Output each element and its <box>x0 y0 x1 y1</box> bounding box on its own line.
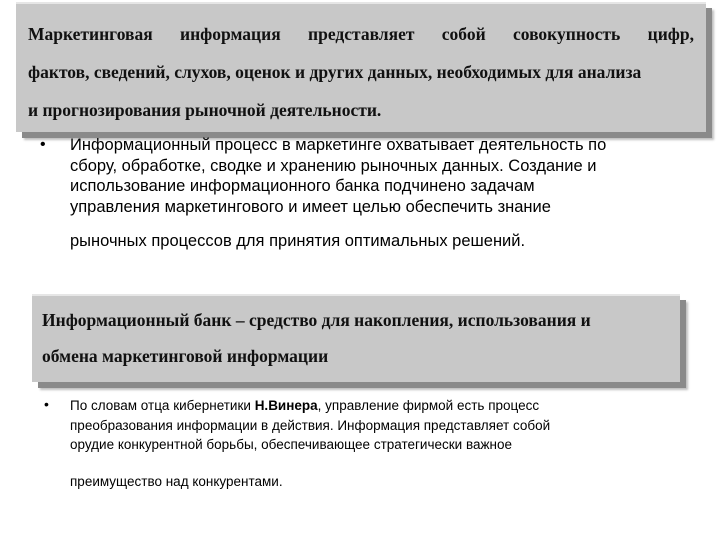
para1-line-3: использование информационного банка подчинено задачам <box>70 177 535 195</box>
para2-line-4: преимущество над конкурентами. <box>70 473 283 489</box>
para2-line-3: орудие конкурентной борьбы, обеспечивающее стратегически важное <box>70 437 512 452</box>
box1-line-2: фактов, сведений, слухов, оценок и других данных, необходимых для анализа <box>28 62 642 82</box>
box1-line-1 <box>28 24 694 45</box>
bullet-2: • <box>44 396 49 412</box>
para2-line-1-post: , управление фирмой есть процесс <box>317 398 540 413</box>
para1-line-5: рыночных процессов для принятия оптимальных решений. <box>70 232 526 250</box>
para1-line-4: управления маркетингового и имеет целью обеспечить знание <box>70 197 551 216</box>
paragraph-info-process <box>70 135 606 252</box>
paragraph-wiener-quote <box>70 396 550 491</box>
wiener-name: Н.Винера <box>254 398 318 413</box>
para1-line-1: Информационный процесс в маркетинге охватывает деятельность по <box>70 136 607 154</box>
definition-box-info-bank <box>32 294 680 382</box>
box1-line-3: и прогнозирования рыночной деятельности. <box>28 100 382 120</box>
definition-box-marketing-info <box>16 2 706 132</box>
box2-line-2: обмена маркетинговой информации <box>42 346 329 366</box>
para2-line-1-pre: По словам отца кибернетики <box>70 398 255 413</box>
para2-line-2: преобразования информации в действия. Информация представляет собой <box>70 417 551 433</box>
box1-line-1-content: Маркетинговая информация представляет собой совокупность цифр, <box>28 24 694 44</box>
para2-line-1 <box>70 396 550 416</box>
para1-line-2: сбору, обработке, сводке и хранению рыночных данных. Создание и <box>70 156 597 175</box>
box1-line-1-text <box>28 24 694 45</box>
bullet-1: • <box>40 136 46 153</box>
box2-line-1: Информационный банк – средство для накопления, использования и <box>42 310 591 330</box>
